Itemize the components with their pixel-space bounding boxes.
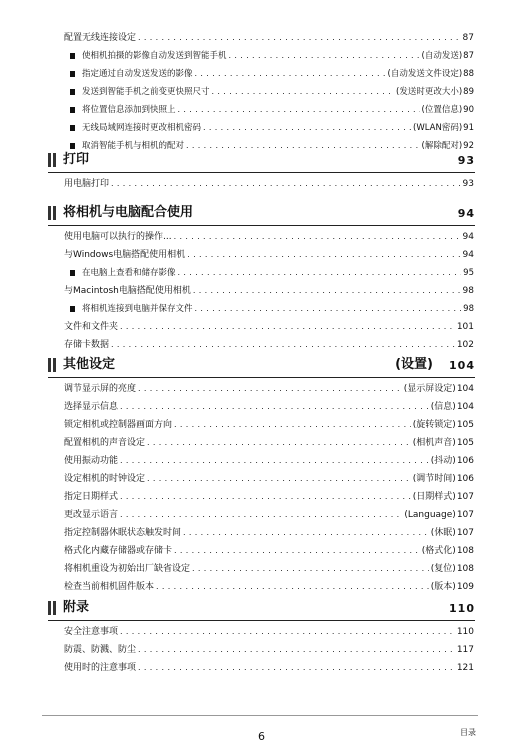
- toc-entry-page: 106: [456, 456, 474, 466]
- section-heading[interactable]: [48, 357, 475, 378]
- toc-entry[interactable]: [64, 417, 474, 431]
- toc-entry[interactable]: [64, 319, 474, 333]
- toc-entry-note: (解除配对): [421, 141, 463, 151]
- toc-entry[interactable]: [64, 435, 474, 449]
- toc-entry-title: 将相机连接到电脑并保存文件: [82, 304, 193, 314]
- toc-entry[interactable]: [64, 229, 474, 243]
- toc-entry-page: 107: [456, 492, 474, 502]
- toc-sub-entry[interactable]: [82, 120, 474, 134]
- toc-entry[interactable]: [64, 507, 474, 521]
- bullet-square-icon: [70, 143, 75, 149]
- toc-entry-title: 选择显示信息: [64, 402, 119, 412]
- toc-sub-entry[interactable]: [82, 48, 474, 62]
- section-heading[interactable]: [48, 600, 475, 621]
- toc-entry[interactable]: [64, 642, 474, 656]
- bullet-square-icon: [70, 71, 75, 77]
- bullet-square-icon: [70, 125, 75, 131]
- section-menu-name: (设置): [395, 357, 433, 372]
- toc-entry-note: (休眠): [430, 528, 456, 538]
- toc-entry-title: 与Windows电脑搭配使用相机: [64, 250, 186, 260]
- dot-leader: [138, 32, 461, 44]
- toc-entry-note: (位置信息): [421, 105, 463, 115]
- toc-entry-note: (旋转锁定): [412, 420, 456, 430]
- toc-entry-title: 格式化内藏存储器或存储卡: [64, 546, 173, 556]
- footer-label: 目录: [460, 728, 476, 737]
- section-marker-icon: [48, 206, 58, 220]
- dot-leader: [147, 437, 411, 449]
- toc-entry-page: 104: [456, 384, 474, 394]
- toc-entry-page: 95: [463, 268, 474, 278]
- toc-entry-page: 102: [456, 340, 474, 350]
- toc-entry-note: (抖动): [430, 456, 456, 466]
- toc-entry-title: 使用振动功能: [64, 456, 119, 466]
- toc-entry-page: 107: [456, 528, 474, 538]
- section-marker-icon: [48, 601, 58, 615]
- dot-leader: [187, 249, 460, 261]
- toc-entry-note: (发送时更改大小): [396, 87, 463, 97]
- toc-entry[interactable]: [64, 561, 474, 575]
- bullet-square-icon: [70, 306, 75, 312]
- toc-entry-note: (WLAN密码): [413, 123, 463, 133]
- bullet-square-icon: [70, 53, 75, 59]
- toc-entry-note: (显示屏设定): [403, 384, 456, 394]
- toc-entry-page: 94: [462, 250, 474, 260]
- toc-entry[interactable]: [64, 660, 474, 674]
- toc-entry-title: 将位置信息添加到快照上: [82, 105, 176, 115]
- toc-entry-page: 89: [463, 87, 474, 97]
- dot-leader: [120, 509, 402, 521]
- section-page: 110: [449, 602, 475, 615]
- toc-entry-title: 设定相机的时钟设定: [64, 474, 146, 484]
- toc-entry-title: 调节显示屏的亮度: [64, 384, 137, 394]
- dot-leader: [178, 104, 420, 116]
- section-heading[interactable]: [48, 152, 475, 173]
- dot-leader: [120, 401, 429, 413]
- dot-leader: [195, 303, 462, 315]
- dot-leader: [111, 339, 455, 351]
- toc-entry-note: (格式化): [421, 546, 456, 556]
- footer-divider: [42, 715, 478, 716]
- toc-entry-page: 98: [462, 286, 474, 296]
- dot-leader: [174, 231, 461, 243]
- toc-entry[interactable]: [64, 337, 474, 351]
- toc-entry-title: 锁定相机或控制器画面方向: [64, 420, 173, 430]
- toc-entry[interactable]: [64, 453, 474, 467]
- toc-entry-page: 109: [456, 582, 474, 592]
- toc-entry-page: 88: [463, 69, 474, 79]
- toc-entry[interactable]: [64, 30, 474, 44]
- toc-entry-note: (版本): [430, 582, 456, 592]
- toc-entry-title: 指定日期样式: [64, 492, 119, 502]
- section-title: 将相机与电脑配合使用: [63, 205, 194, 220]
- dot-leader: [192, 563, 429, 575]
- bullet-square-icon: [70, 89, 75, 95]
- toc-entry-page: 92: [463, 141, 474, 151]
- toc-entry-note: (复位): [430, 564, 456, 574]
- bullet-square-icon: [70, 107, 75, 113]
- toc-entry[interactable]: [64, 624, 474, 638]
- bullet-square-icon: [70, 270, 75, 276]
- dot-leader: [174, 419, 411, 431]
- toc-entry-page: 98: [463, 304, 474, 314]
- toc-entry[interactable]: [64, 247, 474, 261]
- dot-leader: [174, 545, 420, 557]
- toc-entry-page: 108: [456, 546, 474, 556]
- toc-entry-page: 105: [456, 438, 474, 448]
- toc-entry-page: 91: [463, 123, 474, 133]
- toc-entry-page: 101: [456, 322, 474, 332]
- toc-entry-title: 安全注意事项: [64, 627, 119, 637]
- toc-entry-page: 94: [462, 232, 474, 242]
- dot-leader: [212, 86, 395, 98]
- toc-entry-page: 105: [456, 420, 474, 430]
- toc-entry-title: 使用时的注意事项: [64, 663, 137, 673]
- toc-entry-note: (相机声音): [412, 438, 456, 448]
- toc-entry-title: 使用电脑可以执行的操作...: [64, 232, 172, 242]
- toc-sub-entry[interactable]: [82, 102, 474, 116]
- dot-leader: [138, 662, 455, 674]
- toc-entry[interactable]: [64, 283, 474, 297]
- section-page: 104: [449, 359, 475, 372]
- section-title: 附录: [63, 600, 90, 615]
- toc-entry-title: 更改显示语言: [64, 510, 119, 520]
- toc-entry-title: 配置相机的声音设定: [64, 438, 146, 448]
- section-marker-icon: [48, 153, 58, 167]
- section-marker-icon: [48, 358, 58, 372]
- toc-entry-title: 将相机重设为初始出厂缺省设定: [64, 564, 191, 574]
- toc-sub-entry[interactable]: [82, 265, 474, 279]
- toc-entry-title: 使相机拍摄的影像自动发送到智能手机: [82, 51, 227, 61]
- toc-entry-title: 配置无线连接设定: [64, 33, 137, 43]
- dot-leader: [193, 285, 461, 297]
- toc-entry-page: 104: [456, 402, 474, 412]
- section-title: 其他设定: [63, 357, 116, 372]
- dot-leader: [183, 527, 429, 539]
- section-heading[interactable]: [48, 205, 475, 226]
- toc-entry[interactable]: [64, 579, 474, 593]
- toc-entry-title: 发送到智能手机之前变更快照尺寸: [82, 87, 210, 97]
- toc-entry-note: (自动发送文件设定): [387, 69, 463, 79]
- toc-entry[interactable]: [64, 489, 474, 503]
- toc-entry-page: 117: [456, 645, 474, 655]
- section-title: 打印: [63, 152, 90, 167]
- toc-entry-page: 106: [456, 474, 474, 484]
- toc-entry-note: (调节时间): [412, 474, 456, 484]
- toc-entry[interactable]: [64, 176, 474, 190]
- dot-leader: [156, 581, 429, 593]
- dot-leader: [111, 178, 461, 190]
- dot-leader: [120, 455, 429, 467]
- toc-sub-entry[interactable]: [82, 84, 474, 98]
- dot-leader: [147, 473, 411, 485]
- toc-entry-page: 87: [463, 51, 474, 61]
- toc-entry-title: 防震、防溅、防尘: [64, 645, 137, 655]
- toc-entry-page: 87: [462, 33, 474, 43]
- toc-entry-page: 90: [463, 105, 474, 115]
- toc-entry-note: (信息): [430, 402, 456, 412]
- toc-entry-note: (Language): [404, 510, 456, 520]
- dot-leader: [120, 491, 411, 503]
- toc-sub-entry[interactable]: [82, 138, 474, 152]
- toc-entry-page: 107: [456, 510, 474, 520]
- toc-entry-note: (日期样式): [412, 492, 456, 502]
- dot-leader: [203, 122, 411, 134]
- footer-page-number: 6: [258, 730, 265, 743]
- section-page: 94: [457, 207, 475, 220]
- toc-entry[interactable]: [64, 543, 474, 557]
- toc-entry-note: (自动发送): [421, 51, 463, 61]
- toc-entry-title: 检查当前相机固件版本: [64, 582, 155, 592]
- toc-entry-title: 在电脑上查看和储存影像: [82, 268, 176, 278]
- toc-sub-entry[interactable]: [82, 66, 474, 80]
- dot-leader: [138, 644, 455, 656]
- toc-entry[interactable]: [64, 381, 474, 395]
- toc-entry-title: 与Macintosh电脑搭配使用相机: [64, 286, 191, 296]
- toc-entry[interactable]: [64, 471, 474, 485]
- dot-leader: [186, 140, 420, 152]
- toc-entry-title: 取消智能手机与相机的配对: [82, 141, 185, 151]
- toc-entry-page: 110: [456, 627, 474, 637]
- dot-leader: [229, 50, 420, 62]
- toc-entry[interactable]: [64, 399, 474, 413]
- toc-sub-entry[interactable]: [82, 301, 474, 315]
- dot-leader: [178, 267, 462, 279]
- dot-leader: [120, 626, 455, 638]
- toc-entry-title: 指定通过自动发送发送的影像: [82, 69, 193, 79]
- toc-entry-page: 108: [456, 564, 474, 574]
- toc-entry-title: 用电脑打印: [64, 179, 110, 189]
- dot-leader: [120, 321, 455, 333]
- toc-entry-title: 存储卡数据: [64, 340, 110, 350]
- dot-leader: [195, 68, 386, 80]
- dot-leader: [138, 383, 402, 395]
- toc-entry-page: 121: [456, 663, 474, 673]
- toc-entry[interactable]: [64, 525, 474, 539]
- toc-entry-page: 93: [462, 179, 474, 189]
- toc-entry-title: 无线局域网连接时更改相机密码: [82, 123, 202, 133]
- section-page: 93: [457, 154, 475, 167]
- toc-entry-title: 指定控制器休眠状态触发时间: [64, 528, 182, 538]
- toc-entry-title: 文件和文件夹: [64, 322, 119, 332]
